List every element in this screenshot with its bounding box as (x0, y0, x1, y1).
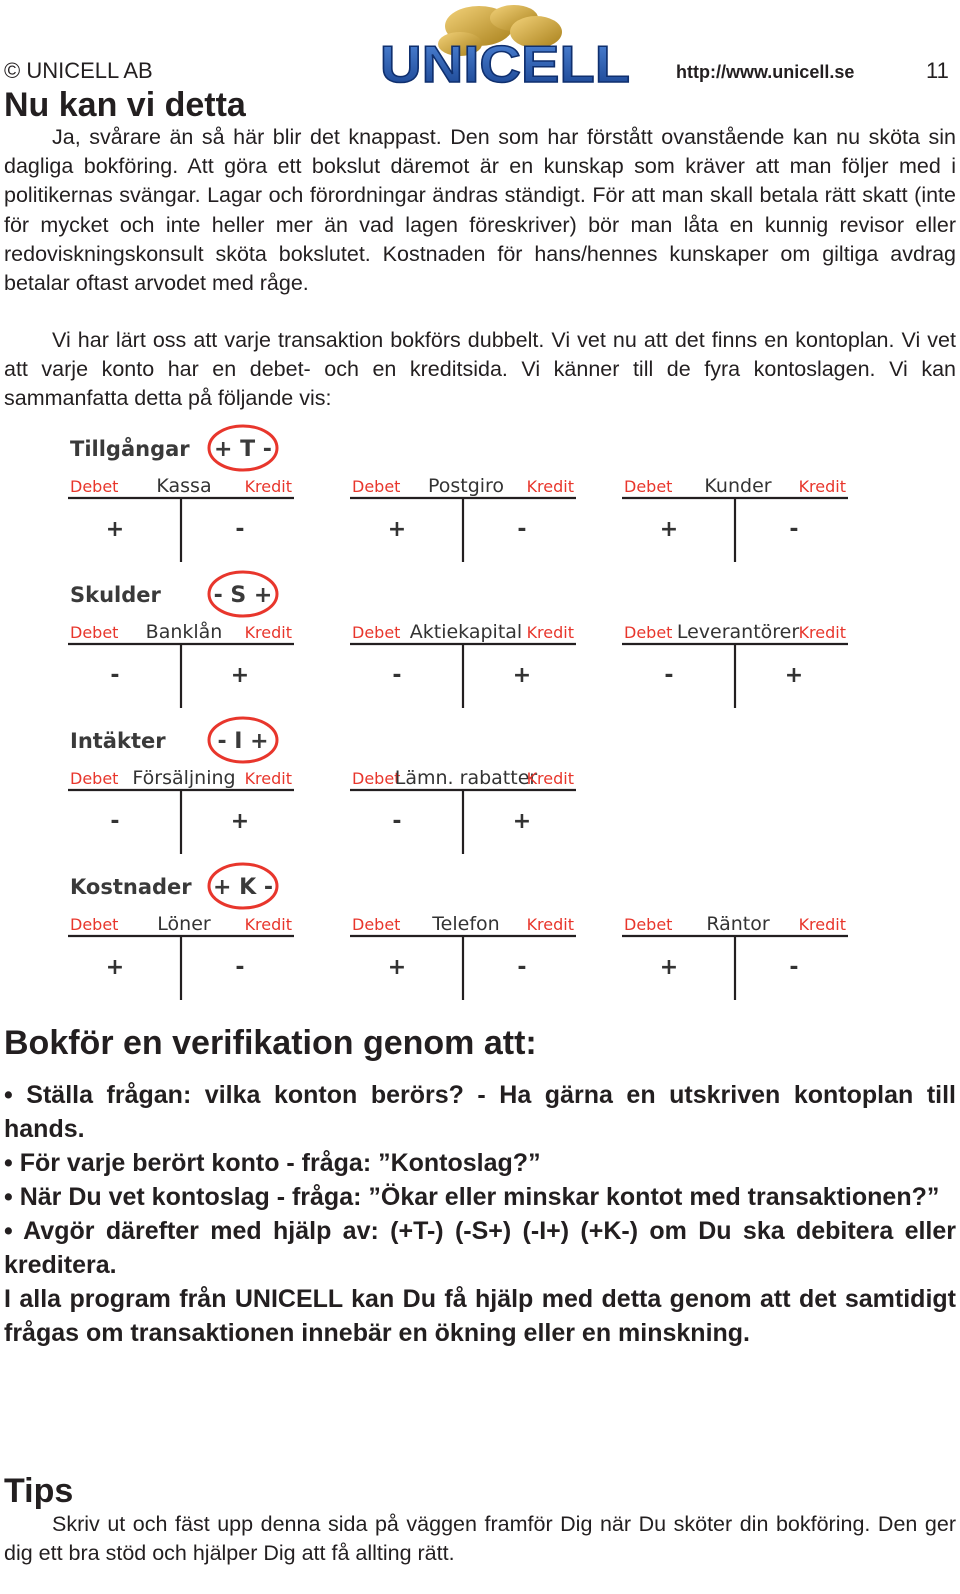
section-title-tips: Tips (4, 1472, 74, 1510)
account-name: Löner (157, 913, 211, 935)
debit-sign: - (110, 663, 120, 688)
debit-sign: + (659, 517, 679, 542)
debit-sign: + (659, 955, 679, 980)
kredit-label: Kredit (798, 477, 846, 496)
kredit-label: Kredit (244, 915, 292, 934)
list-item: • Ställa frågan: vilka konton berörs? - Ha gärna en utskriven kontoplan till hands. (4, 1081, 956, 1143)
kredit-label: Kredit (244, 623, 292, 642)
debit-sign: + (387, 955, 407, 980)
credit-sign: + (784, 663, 804, 688)
account-name: Leverantörer (676, 621, 800, 643)
account-type-rule: - S + (213, 583, 273, 608)
section-title-nu-kan-vi-detta: Nu kan vi detta (4, 86, 246, 124)
section-title-bokfor: Bokför en verifikation genom att: (4, 1024, 537, 1062)
account-name: Telefon (432, 913, 500, 935)
debet-label: Debet (624, 477, 673, 496)
account-name: Banklån (145, 621, 223, 643)
account-name: Kunder (704, 475, 772, 497)
instruction-list (4, 1078, 956, 1350)
credit-sign: - (789, 955, 799, 980)
credit-sign: + (512, 663, 532, 688)
page-number: 11 (926, 58, 949, 83)
credit-sign: + (512, 809, 532, 834)
list-item: • Avgör därefter med hjälp av: (+T-) (-S+) (-I+) (+K-) om Du ska debitera eller kreditera. (4, 1217, 956, 1279)
credit-sign: + (230, 663, 250, 688)
list-item: • När Du vet kontoslag - fråga: ”Ökar eller minskar kontot med transaktionen?” (4, 1183, 940, 1211)
kredit-label: Kredit (244, 477, 292, 496)
debit-sign: - (664, 663, 674, 688)
debet-label: Debet (624, 623, 673, 642)
debet-label: Debet (352, 769, 401, 788)
credit-sign: - (235, 517, 245, 542)
account-name: Postgiro (427, 475, 505, 497)
summary-paragraph: Vi har lärt oss att varje transaktion bokförs dubbelt. Vi vet nu att det finns en kontoplan. Vi vet att varje konto har en debet- och en kreditsida. Vi känner till de fyra kontoslagen. Vi kan sammanfatta detta på följande vis: (4, 328, 956, 411)
kredit-label: Kredit (526, 623, 574, 642)
kredit-label: Kredit (798, 915, 846, 934)
account-name: Räntor (706, 913, 770, 935)
account-type-rule: + K - (213, 875, 273, 900)
list-item: I alla program från UNICELL kan Du få hjälp med detta genom att det samtidigt frågas om transaktionen innebär en ökning eller en minskning. (4, 1285, 956, 1347)
account-name: Kassa (156, 475, 212, 497)
kredit-label: Kredit (798, 623, 846, 642)
credit-sign: - (789, 517, 799, 542)
credit-sign: + (230, 809, 250, 834)
credit-sign: - (517, 517, 527, 542)
account-type-label: Skulder (70, 583, 161, 607)
tips-paragraph: Skriv ut och fäst upp denna sida på väggen framför Dig när Du sköter din bokföring. Den ger dig ett bra stöd och hjälper Dig att få allting rätt. (4, 1512, 956, 1566)
t-account-diagram (0, 420, 960, 1020)
account-name: Försäljning (132, 767, 236, 789)
debit-sign: + (105, 517, 125, 542)
svg-text:UNICELL: UNICELL (380, 36, 630, 90)
debit-sign: - (392, 809, 402, 834)
website-url[interactable]: http://www.unicell.se (676, 62, 855, 82)
kredit-label: Kredit (526, 915, 574, 934)
account-name: Aktiekapital (409, 621, 523, 643)
company-copyright: © UNICELL AB (4, 58, 153, 83)
account-type-label: Tillgångar (70, 437, 190, 461)
account-type-rule: + T - (214, 437, 272, 462)
credit-sign: - (517, 955, 527, 980)
debet-label: Debet (352, 477, 401, 496)
debet-label: Debet (624, 915, 673, 934)
account-type-label: Intäkter (70, 729, 166, 753)
debet-label: Debet (70, 769, 119, 788)
intro-paragraph: Ja, svårare än så här blir det knappast. Den som har förstått ovanstående kan nu sköta sin dagliga bokföring. Att göra ett bokslut däremot är en kunskap som kräver att man följer med i politikernas svängar. Lagar och förordningar ändras ständigt. För att man skall betala rätt skatt (inte för mycket och inte heller mer än vad lagen föreskriver) bör man låta en kunnig revisor eller redoviskningskonsult sköta bokslutet. Kostnaden för hans/hennes kunskaper om giltiga avdrag betalar oftast arvodet med råge. (4, 125, 956, 296)
account-name: Lämn. rabatter (394, 767, 538, 789)
debet-label: Debet (352, 915, 401, 934)
debit-sign: + (105, 955, 125, 980)
account-type-rule: - I + (217, 729, 269, 754)
list-item: • För varje berört konto - fråga: ”Kontoslag?” (4, 1149, 541, 1177)
kredit-label: Kredit (526, 769, 574, 788)
debit-sign: - (110, 809, 120, 834)
debet-label: Debet (70, 477, 119, 496)
kredit-label: Kredit (526, 477, 574, 496)
credit-sign: - (235, 955, 245, 980)
debit-sign: + (387, 517, 407, 542)
kredit-label: Kredit (244, 769, 292, 788)
debet-label: Debet (70, 915, 119, 934)
unicell-logo (374, 4, 636, 90)
debit-sign: - (392, 663, 402, 688)
debet-label: Debet (70, 623, 119, 642)
debet-label: Debet (352, 623, 401, 642)
account-type-label: Kostnader (70, 875, 192, 899)
